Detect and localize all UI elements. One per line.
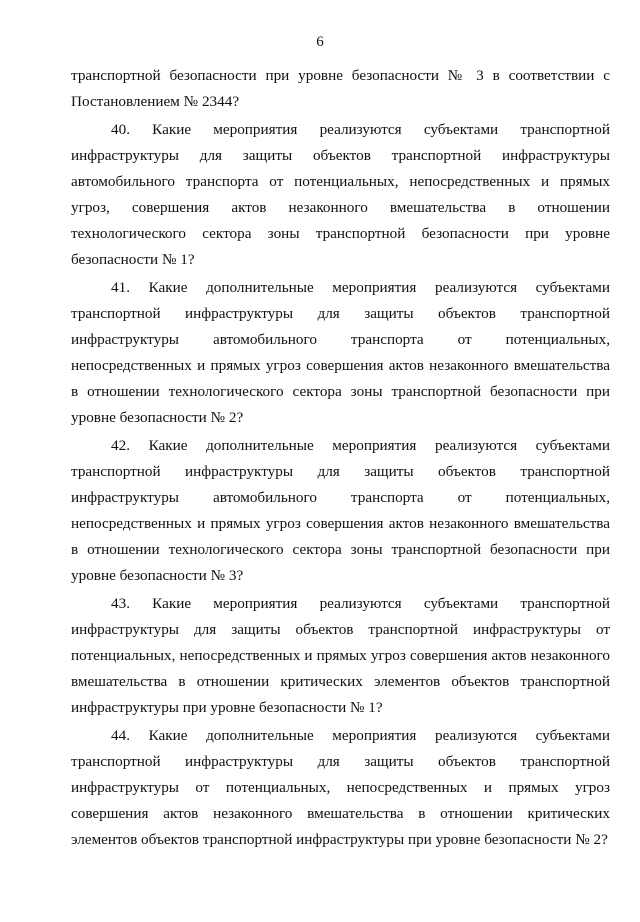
question-40: 40. Какие мероприятия реализуются субъектами транспортной инфраструктуры для защиты объектов транспортной инфраструктуры автомобильного транспорта от потенциальных, непосредственных и прямых угроз, совершения актов незаконного вмешательства в отношении технологического сектора зоны транспортной безопасности при уровне безопасности № 1?: [71, 121, 610, 268]
document-body: [71, 63, 610, 855]
question-41: 41. Какие дополнительные мероприятия реализуются субъектами транспортной инфраструктуры для защиты объектов транспортной инфраструктуры автомобильного транспорта от потенциальных, непосредственных и прямых угроз совершения актов незаконного вмешательства в отношении технологического сектора зоны транспортной безопасности при уровне безопасности № 2?: [71, 279, 610, 426]
page-number: 6: [316, 34, 324, 50]
question-43: 43. Какие мероприятия реализуются субъектами транспортной инфраструктуры для защиты объектов транспортной инфраструктуры от потенциальных, непосредственных и прямых угроз совершения актов незаконного вмешательства в отношении критических элементов объектов транспортной инфраструктуры при уровне безопасности № 1?: [71, 595, 610, 716]
question-42: 42. Какие дополнительные мероприятия реализуются субъектами транспортной инфраструктуры для защиты объектов транспортной инфраструктуры автомобильного транспорта от потенциальных, непосредственных и прямых угроз совершения актов незаконного вмешательства в отношении технологического сектора зоны транспортной безопасности при уровне безопасности № 3?: [71, 437, 610, 584]
question-44: 44. Какие дополнительные мероприятия реализуются субъектами транспортной инфраструктуры для защиты объектов транспортной инфраструктуры от потенциальных, непосредственных и прямых угроз совершения актов незаконного вмешательства в отношении критических элементов объектов транспортной инфраструктуры при уровне безопасности № 2?: [71, 727, 610, 848]
paragraph-continuation: транспортной безопасности при уровне безопасности № 3 в соответствии с Постановлением № 2344?: [71, 67, 610, 110]
